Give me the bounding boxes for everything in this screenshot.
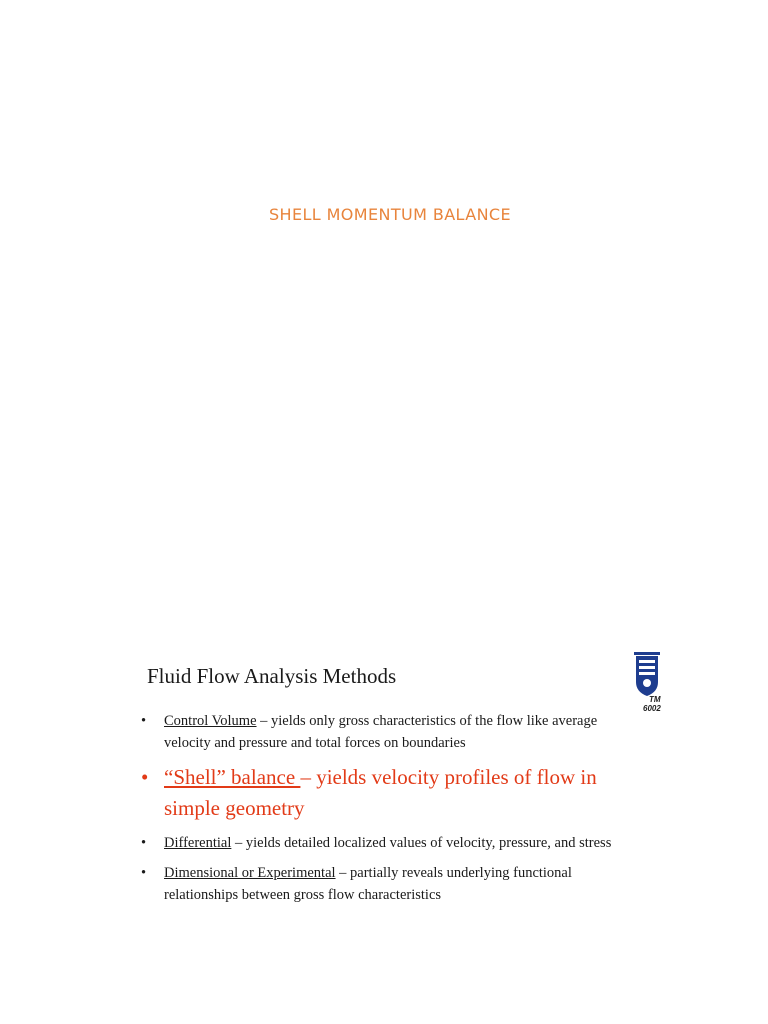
- list-item-highlight: [140, 762, 640, 824]
- bullet-term: Differential: [164, 835, 232, 851]
- bullet-term: Dimensional or Experimental: [164, 865, 336, 881]
- methods-list: [140, 710, 640, 914]
- logo-tm-label: TM: [649, 695, 661, 704]
- page-title: SHELL MOMENTUM BALANCE: [268, 205, 512, 224]
- bullet-text: – yields only gross characteristics of the flow like average velocity and pressure and total forces on boundaries: [164, 713, 598, 751]
- bullet-term: Control Volume: [164, 713, 257, 729]
- list-item: [140, 832, 640, 854]
- bullet-term: “Shell” balance: [164, 765, 301, 789]
- bullet-text: – yields velocity profiles of flow in simple geometry: [164, 765, 597, 820]
- list-item: [140, 710, 640, 754]
- slide-heading: Fluid Flow Analysis Methods: [147, 664, 397, 688]
- bullet-text: – yields detailed localized values of velocity, pressure, and stress: [231, 835, 612, 851]
- bullet-dot-icon: •: [141, 865, 147, 881]
- bullet-dot-icon: •: [141, 765, 149, 789]
- logo-course-code: 6002: [643, 704, 661, 713]
- bullet-text: – partially reveals underlying functional relationships between gross flow characteristics: [164, 865, 572, 903]
- bullet-dot-icon: •: [141, 713, 147, 729]
- list-item: [140, 862, 640, 906]
- bullet-dot-icon: •: [141, 835, 147, 851]
